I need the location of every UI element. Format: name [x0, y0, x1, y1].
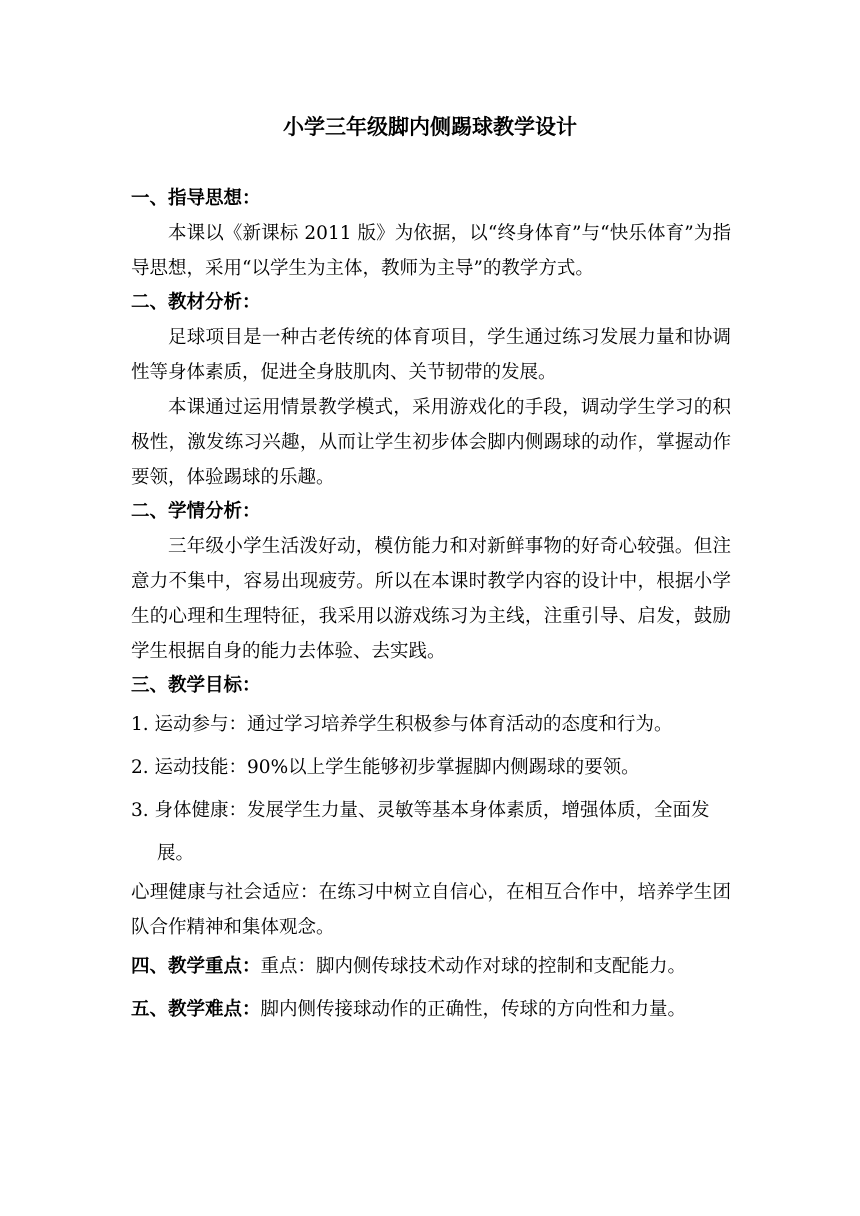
- section-heading-material: 二、教材分析：: [131, 292, 261, 313]
- goal-extra-paragraph: 心理健康与社会适应：在练习中树立自信心，在相互合作中，培养学生团队合作精神和集体观念。: [131, 882, 731, 938]
- goal-item-2: 2. 运动技能：90%以上学生能够初步掌握脚内侧踢球的要领。: [131, 757, 640, 778]
- section-heading-goals: 三、教学目标：: [131, 675, 261, 696]
- guiding-paragraph: 本课以《新课标 2011 版》为依据，以“终身体育”与“快乐体育”为指导思想，采用“以学生为主体，教师为主导”的教学方式。: [131, 223, 731, 279]
- section-heading-difficulties: 五、教学难点：: [131, 999, 261, 1020]
- document-title: 小学三年级脚内侧踢球教学设计: [283, 114, 577, 139]
- key-points-row: [131, 945, 731, 988]
- difficulties-row: [131, 988, 731, 1031]
- goal-item-3: 3. 身体健康：发展学生力量、灵敏等基本身体素质，增强体质，全面发展。: [131, 800, 710, 864]
- section-heading-key-points: 四、教学重点：: [131, 956, 261, 977]
- section-heading-guiding: 一、指导思想：: [131, 188, 261, 209]
- material-paragraph-2: 本课通过运用情景教学模式，采用游戏化的手段，调动学生学习的积极性，激发练习兴趣，从而让学生初步体会脚内侧踢球的动作，掌握动作要领，体验踢球的乐趣。: [131, 397, 731, 488]
- difficulties-text: 脚内侧传接球动作的正确性，传球的方向性和力量。: [260, 999, 687, 1020]
- students-paragraph: 三年级小学生活泼好动，模仿能力和对新鲜事物的好奇心较强。但注意力不集中，容易出现疲劳。所以在本课时教学内容的设计中，根据小学生的心理和生理特征，我采用以游戏练习为主线，注重引导、启发，鼓励学生根据自身的能力去体验、去实践。: [131, 536, 731, 662]
- document-body: [131, 182, 731, 1031]
- section-heading-students: 二、学情分析：: [131, 501, 261, 522]
- goal-item-1: 1. 运动参与：通过学习培养学生积极参与体育活动的态度和行为。: [131, 714, 673, 735]
- material-paragraph-1: 足球项目是一种古老传统的体育项目，学生通过练习发展力量和协调性等身体素质，促进全身肢肌肉、关节韧带的发展。: [131, 327, 731, 383]
- key-points-text: 重点：脚内侧传球技术动作对球的控制和支配能力。: [260, 956, 687, 977]
